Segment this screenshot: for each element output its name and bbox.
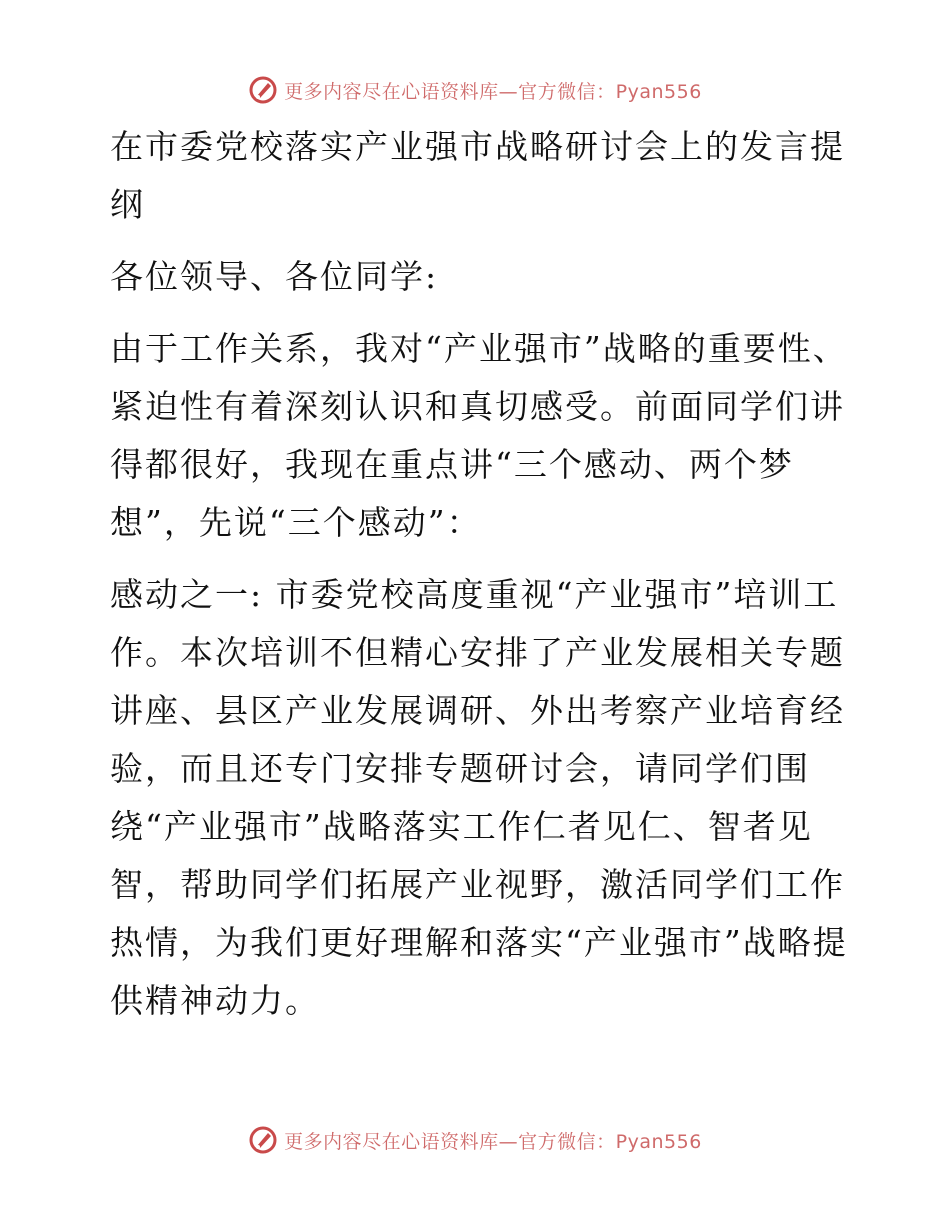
footer-watermark (0, 1120, 950, 1160)
watermark-text: 更多内容尽在心语资料库—官方微信：Pyan556 (284, 1130, 702, 1153)
greeting: 各位领导、各位同学: (110, 257, 439, 296)
header-watermark (0, 70, 950, 110)
watermark-text: 更多内容尽在心语资料库—官方微信：Pyan556 (284, 80, 702, 103)
paragraph-intro: 由于工作关系，我对“产业强市”战略的重要性、紧迫性有着深刻认识和真切感受。前面同学们讲得都很好，我现在重点讲“三个感动、两个梦想”，先说“三个感动”： (110, 329, 848, 542)
pen-seal-icon (248, 1125, 278, 1155)
watermark-group (248, 75, 702, 105)
document-title: 在市委党校落实产业强市战略研讨会上的发言提纲 (110, 127, 845, 224)
paragraph-moving-one: 感动之一: 市委党校高度重视“产业强市”培训工作。本次培训不但精心安排了产业发展相关专题讲座、县区产业发展调研、外出考察产业培育经验，而且还专门安排专题研讨会，请同学们围绕“产业强市”战略落实工作仁者见仁、智者见智，帮助同学们拓展产业视野，激活同学们工作热情，为我们更好理解和落实“产业强市”战略提供精神动力。 (110, 575, 848, 1020)
pen-seal-icon (248, 75, 278, 105)
watermark-group (248, 1125, 702, 1155)
document-body (98, 118, 858, 1030)
